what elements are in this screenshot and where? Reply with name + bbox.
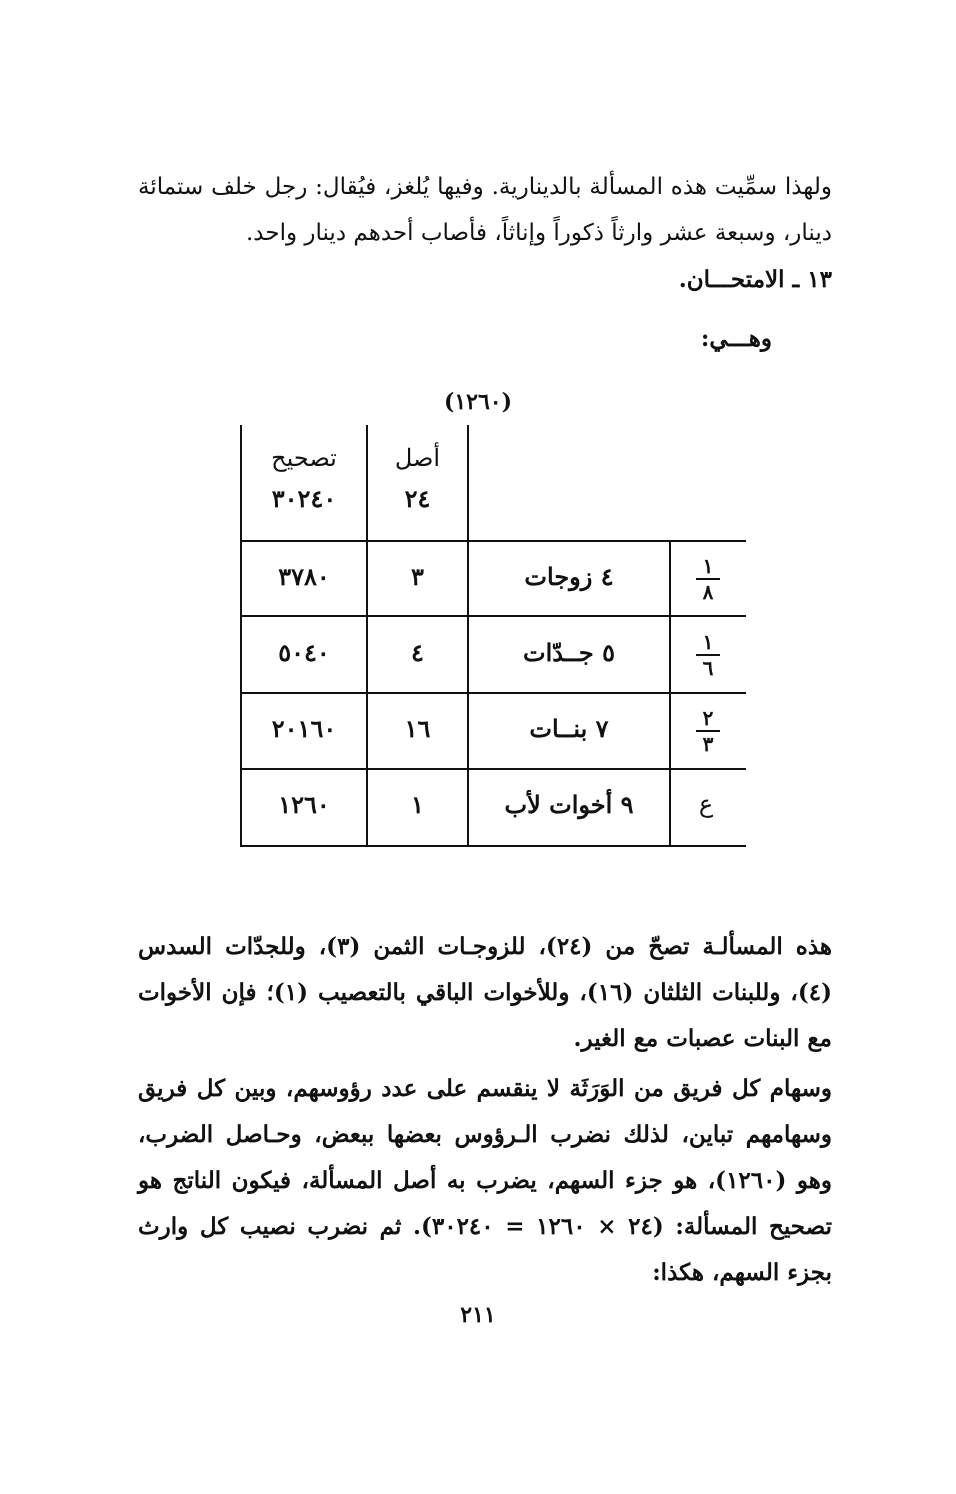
row-2-tashih: ٥٠٤٠: [278, 638, 330, 667]
table-top-number: (١٢٦٠): [443, 389, 513, 415]
sub-heading: وهـــي:: [700, 325, 772, 352]
row-2-share-fraction: [688, 632, 728, 678]
header-asl-value: ٢٤: [404, 484, 431, 513]
explanation-paragraph-1: هذه المسألـة تصحّ من (٢٤)، للزوجـات الثمن (٣)، وللجدّات السدس (٤)، وللبنات الثلثان (١٦)، وللأخوات الباقي بالتعصيب (١)؛ فإن الأخوات مع البنات عصبات مع الغير.: [138, 933, 833, 1052]
share-numerator: ١: [702, 630, 714, 654]
row-1-heirs: ٤ زوجات: [524, 562, 614, 591]
row-3-heirs: ٧ بنــات: [529, 714, 609, 743]
table-rule-4: [240, 768, 746, 770]
row-4-tashih: ١٢٦٠: [278, 790, 330, 819]
table-rule-3: [240, 692, 746, 694]
explanation-paragraph-2: وسهام كل فريق من الوَرَثَة لا ينقسم على عدد رؤوسهم، وبين كل فريق وسهامهم تباين، لذلك نضرب الـرؤوس بعضها ببعض، وحـاصل الضرب، وهو (١٢٦٠)، هو جزء السهم، يضرب به أصل المسألة، فيكون الناتج هو تصحيح المسألة: (٢٤ × ١٢٦٠ = ٣٠٢٤٠). ثم نضرب نصيب كل وارث بجزء السهم، هكذا:: [138, 1075, 832, 1286]
table-rule-1: [240, 540, 746, 542]
row-3-tashih: ٢٠١٦٠: [271, 714, 337, 743]
row-3-share-fraction: [688, 708, 728, 754]
header-tashih-value: ٣٠٢٤٠: [271, 484, 337, 513]
row-4-heirs: ٩ أخوات لأب: [504, 790, 634, 819]
share-denominator: ٦: [702, 656, 714, 680]
table-rule-2: [240, 615, 746, 617]
section-heading: ١٣ ـ الامتحـــان.: [678, 266, 832, 293]
row-3-asl: ١٦: [404, 714, 431, 743]
row-2-heirs: ٥ جــدّات: [522, 638, 615, 667]
share-numerator: ٢: [702, 706, 714, 730]
row-2-asl: ٤: [411, 638, 424, 667]
header-asl-label: أصل: [394, 444, 441, 472]
page-number: ٢١١: [460, 1302, 496, 1328]
intro-paragraph: ولهذا سمِّيت هذه المسألة بالدينارية. وفيها يُلغز، فيُقال: رجل خلف ستمائة دينار، وسبعة عشر وارثاً ذكوراً وإناثاً، فأصاب أحدهم دينار واحد.: [138, 174, 832, 246]
row-4-share-asaba: ع: [698, 790, 714, 818]
row-1-tashih: ٣٧٨٠: [278, 562, 330, 591]
row-4-asl: ١: [411, 790, 424, 819]
row-1-share-fraction: [688, 556, 728, 602]
header-tashih-label: تصحيح: [271, 444, 337, 472]
share-denominator: ٨: [702, 580, 714, 604]
table-rule-bottom: [240, 845, 746, 847]
table-divider-2: [467, 425, 469, 847]
share-numerator: ١: [702, 554, 714, 578]
row-1-asl: ٣: [411, 562, 424, 591]
share-denominator: ٣: [702, 732, 714, 756]
